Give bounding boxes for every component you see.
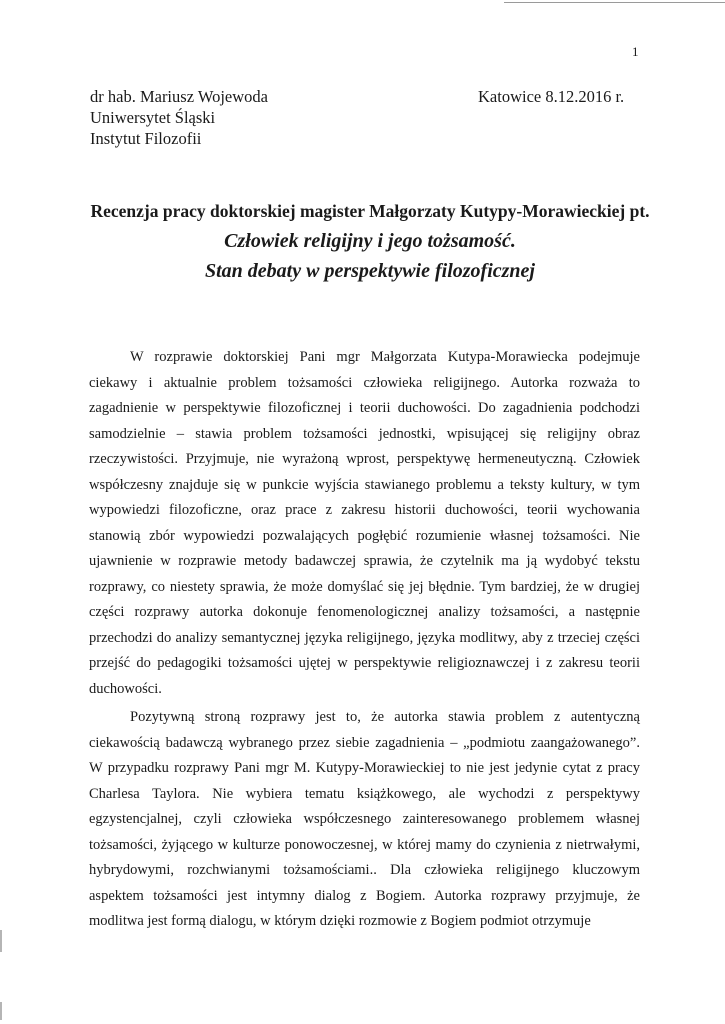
paragraph: W rozprawie doktorskiej Pani mgr Małgorzata Kutypa-Morawiecka podejmuje ciekawy i aktualnie problem tożsamości człowieka religijnego. Autorka rozważa to zagadnienie w perspektywie filozoficznej i teorii duchowości. Do zagadnienia podchodzi samodzielnie – stawia problem tożsamości jednostki, wpisującej się religijny obraz rzeczywistości. Przyjmuje, nie wyrażoną wprost, perspektywę hermeneutyczną. Człowiek współczesny znajduje się w punkcie wyjścia stawianego problemu a teksty kultury, w tym wypowiedzi filozoficzne, oraz prace z zakresu historii duchowości, teorii wychowania stanowią zbór wypowiedzi pozwalających pogłębić rozumienie własnej tożsamości. Nie ujawnienie w rozprawie metody badawczej sprawia, że czytelnik ma ją wydobyć tekstu rozprawy, co niestety sprawia, że może domyślać się jej błędnie. Tym bardziej, że w drugiej części rozprawy autorka dokonuje fenomenologicznej analizy tożsamości, a następnie przechodzi do analizy semantycznej języka religijnego, języka modlitwy, aby z trzeciej części przejść do pedagogiki tożsamości ujętej w perspektywie religioznawczej i z zakresu teorii duchowości. xyxy=(89,349,640,697)
place-date: Katowice 8.12.2016 r. xyxy=(478,87,625,106)
dissertation-title-line2: Stan debaty w perspektywie filozoficznej xyxy=(205,260,535,282)
review-body xyxy=(89,345,640,938)
scan-edge-line xyxy=(504,2,725,3)
scan-edge-mark xyxy=(0,930,2,952)
page-number: 1 xyxy=(632,44,639,59)
author-institute: Instytut Filozofii xyxy=(90,129,202,148)
dissertation-title-line1: Człowiek religijny i jego tożsamość. xyxy=(224,230,516,252)
author-block xyxy=(90,86,268,149)
author-name: dr hab. Mariusz Wojewoda xyxy=(90,87,268,106)
review-heading: Recenzja pracy doktorskiej magister Małgorzaty Kutypy-Morawieckiej pt. xyxy=(90,201,650,221)
paragraph: Pozytywną stroną rozprawy jest to, że autorka stawia problem z autentyczną ciekawością badawczą wybranego przez siebie zagadnienia – „podmiotu zaangażowanego”. W przypadku rozprawy Pani mgr M. Kutypy-Morawieckiej to nie jest jedynie cytat z pracy Charlesa Taylora. Nie wybiera tematu książkowego, ale wychodzi z perspektywy egzystencjalnej, czyli człowieka współczesnego zainteresowanego problemem własnej tożsamości, żyjącego w kulturze ponowoczesnej, w której mamy do czynienia z nietrwałymi, hybrydowymi, rozchwianymi tożsamościami.. Dla człowieka religijnego kluczowym aspektem tożsamości jest intymny dialog z Bogiem. Autorka rozprawy przyjmuje, że modlitwa jest formą dialogu, w którym dzięki rozmowie z Bogiem podmiot otrzymuje xyxy=(89,709,640,929)
author-university: Uniwersytet Śląski xyxy=(90,108,216,127)
scan-edge-mark xyxy=(0,1002,2,1020)
